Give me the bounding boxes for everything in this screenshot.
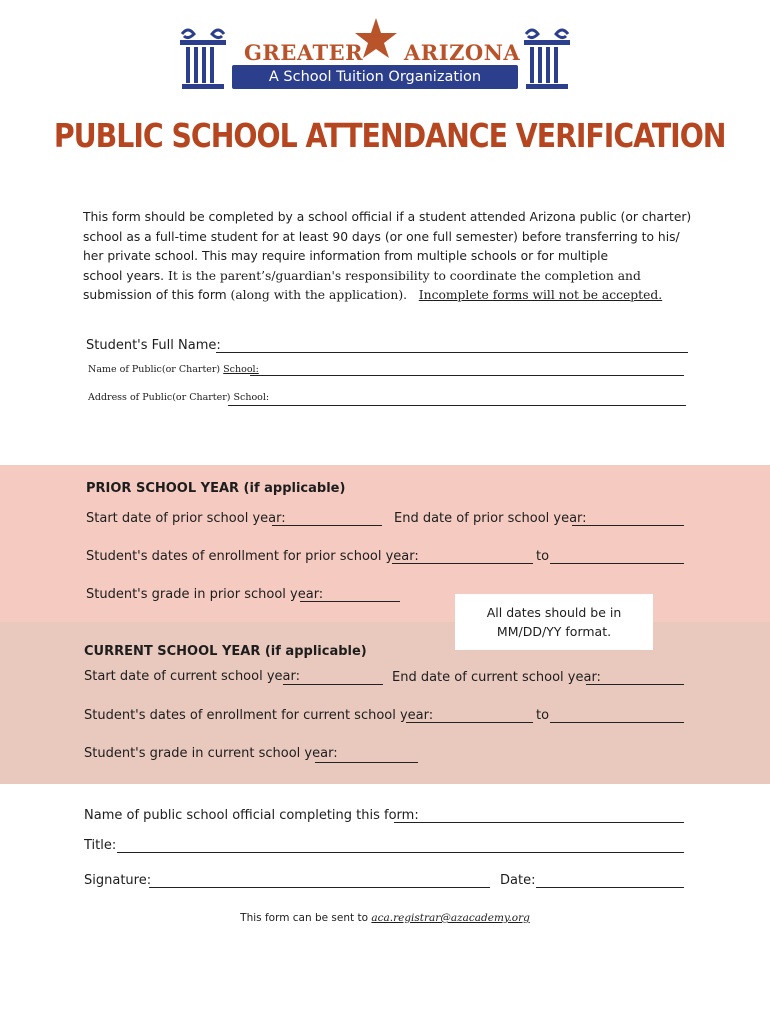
intro-line bbox=[83, 286, 683, 306]
current-enrollment-to-field[interactable] bbox=[550, 722, 684, 723]
intro-text: submission of this form bbox=[83, 288, 227, 302]
label-text: School: bbox=[233, 392, 270, 403]
date-format-note bbox=[455, 594, 653, 650]
current-end-label: End date of current school year: bbox=[392, 670, 601, 685]
student-name-field[interactable] bbox=[216, 352, 688, 353]
label-text: Name of Public(or Charter) bbox=[88, 364, 221, 375]
intro-line: school as a full-time student for at least 90 days (or one full semester) before transferring to his/ bbox=[83, 229, 680, 244]
prior-start-field[interactable] bbox=[272, 525, 382, 526]
intro-line: This form should be completed by a school official if a student attended Arizona public (or charter) bbox=[83, 210, 692, 224]
star-icon bbox=[354, 16, 398, 60]
logo bbox=[178, 14, 572, 96]
official-title-label: Title: bbox=[84, 838, 117, 853]
prior-to-label: to bbox=[536, 549, 550, 564]
page-title: PUBLIC SCHOOL ATTENDANCE VERIFICATION bbox=[53, 116, 726, 155]
current-year-heading: CURRENT SCHOOL YEAR (if applicable) bbox=[84, 644, 367, 659]
prior-enrollment-from-field[interactable] bbox=[392, 563, 533, 564]
current-grade-label: Student's grade in current school year: bbox=[84, 746, 338, 761]
prior-grade-label: Student's grade in prior school year: bbox=[86, 587, 324, 602]
column-icon bbox=[522, 26, 572, 92]
registrar-email-link[interactable]: aca.registrar@azacademy.org bbox=[371, 912, 530, 924]
current-end-field[interactable] bbox=[586, 684, 684, 685]
official-name-field[interactable] bbox=[394, 822, 684, 823]
logo-word-greater: GREATER bbox=[244, 40, 364, 65]
signature-field[interactable] bbox=[149, 887, 490, 888]
logo-word-arizona: ARIZONA bbox=[404, 40, 521, 65]
current-start-label: Start date of current school year: bbox=[84, 669, 300, 684]
school-address-field[interactable] bbox=[228, 405, 686, 406]
school-address-label bbox=[88, 392, 269, 403]
current-start-field[interactable] bbox=[283, 684, 383, 685]
school-name-field[interactable] bbox=[250, 375, 684, 376]
intro-text: (along with the application). bbox=[226, 288, 408, 302]
prior-end-label: End date of prior school year: bbox=[394, 511, 587, 526]
incomplete-warning: Incomplete forms will not be accepted. bbox=[418, 288, 663, 302]
label-text: School: bbox=[223, 364, 259, 375]
intro-line: her private school. This may require information from multiple schools or for multiple bbox=[83, 249, 609, 263]
label-text: Address of Public(or Charter) bbox=[88, 392, 231, 403]
prior-enrollment-label: Student's dates of enrollment for prior school year: bbox=[86, 549, 419, 564]
prior-enrollment-to-field[interactable] bbox=[550, 563, 684, 564]
note-line: All dates should be in bbox=[486, 605, 622, 620]
current-grade-field[interactable] bbox=[315, 762, 418, 763]
note-line: MM/DD/YY format. bbox=[496, 624, 612, 639]
school-name-label bbox=[88, 364, 259, 375]
prior-year-heading: PRIOR SCHOOL YEAR (if applicable) bbox=[86, 481, 346, 496]
current-enrollment-label: Student's dates of enrollment for current school year: bbox=[84, 708, 434, 723]
date-field[interactable] bbox=[536, 887, 684, 888]
signature-label: Signature: bbox=[84, 873, 152, 888]
official-title-field[interactable] bbox=[117, 852, 684, 853]
footer bbox=[0, 912, 770, 924]
prior-end-field[interactable] bbox=[572, 525, 684, 526]
intro-text: school years. bbox=[83, 268, 165, 283]
intro-paragraph bbox=[83, 208, 692, 306]
column-icon bbox=[178, 26, 228, 92]
prior-grade-field[interactable] bbox=[300, 601, 400, 602]
intro-line bbox=[83, 267, 683, 287]
student-name-label: Student's Full Name: bbox=[86, 338, 221, 353]
intro-text: It is the parent’s/guardian's responsibility to coordinate the completion and bbox=[164, 268, 641, 283]
footer-text: This form can be sent to bbox=[240, 912, 372, 924]
current-enrollment-from-field[interactable] bbox=[406, 722, 533, 723]
date-label: Date: bbox=[500, 873, 536, 888]
official-name-label: Name of public school official completing this form: bbox=[84, 808, 419, 823]
prior-start-label: Start date of prior school year: bbox=[86, 511, 286, 526]
current-to-label: to bbox=[536, 708, 550, 723]
logo-tagline: A School Tuition Organization bbox=[232, 65, 518, 89]
